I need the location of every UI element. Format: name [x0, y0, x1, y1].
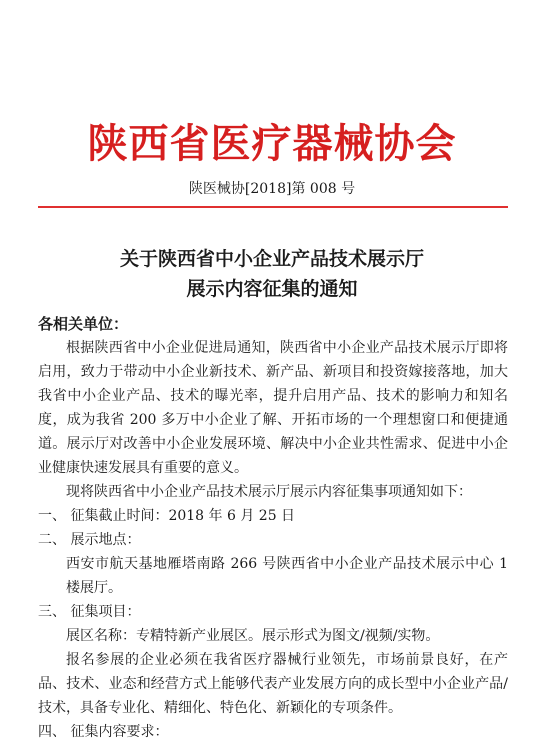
notice-body [38, 312, 508, 744]
item-location-detail: 西安市航天基地雁塔南路 266 号陕西省中小企业产品技术展示中心 1 楼展厅。 [66, 556, 508, 596]
paragraph-notice: 现将陕西省中小企业产品技术展示厅展示内容征集事项通知如下： [66, 484, 472, 500]
notice-title-line2: 展示内容征集的通知 [186, 278, 358, 300]
item-projects-detail: 展区名称：专精特新产业展区。展示形式为图文/视频/实物。 [66, 628, 440, 644]
item-content-requirements: 四、 征集内容要求： [38, 724, 169, 740]
red-divider [38, 206, 508, 208]
notice-title-line1: 关于陕西省中小企业产品技术展示厅 [119, 248, 424, 270]
addressee: 各相关单位： [38, 315, 129, 333]
notice-title [0, 244, 544, 304]
document-number: 陕医械协[2018]第 008 号 [188, 181, 356, 197]
item-projects-requirements: 报名参展的企业必须在我省医疗器械行业领先，市场前景良好，在产品、技术、业态和经营方式上能够代表产业发展方向的成长型中小企业产品/技术，具备专业化、精细化、特色化、新颖化的专项条件。 [38, 652, 508, 716]
item-location: 二、 展示地点： [38, 532, 141, 548]
item-projects: 三、 征集项目： [38, 604, 141, 620]
paragraph-intro: 根据陕西省中小企业促进局通知，陕西省中小企业产品技术展示厅即将启用，致力于带动中小企业新技术、新产品、新项目和投资嫁接落地，加大我省中小企业产品、技术的曝光率，提升启用产品、技术的影响力和知名度，成为我省 200 多万中小企业了解、开拓市场的一个理想窗口和便捷通道。展示厅对改善中小企业发展环境、解决中小企业共性需求、促进中小企业健康快速发展具有重要的意义。 [38, 340, 508, 476]
item-deadline: 一、 征集截止时间：2018 年 6 月 25 日 [38, 508, 296, 524]
organization-name: 陕西省医疗器械协会 [87, 120, 457, 167]
